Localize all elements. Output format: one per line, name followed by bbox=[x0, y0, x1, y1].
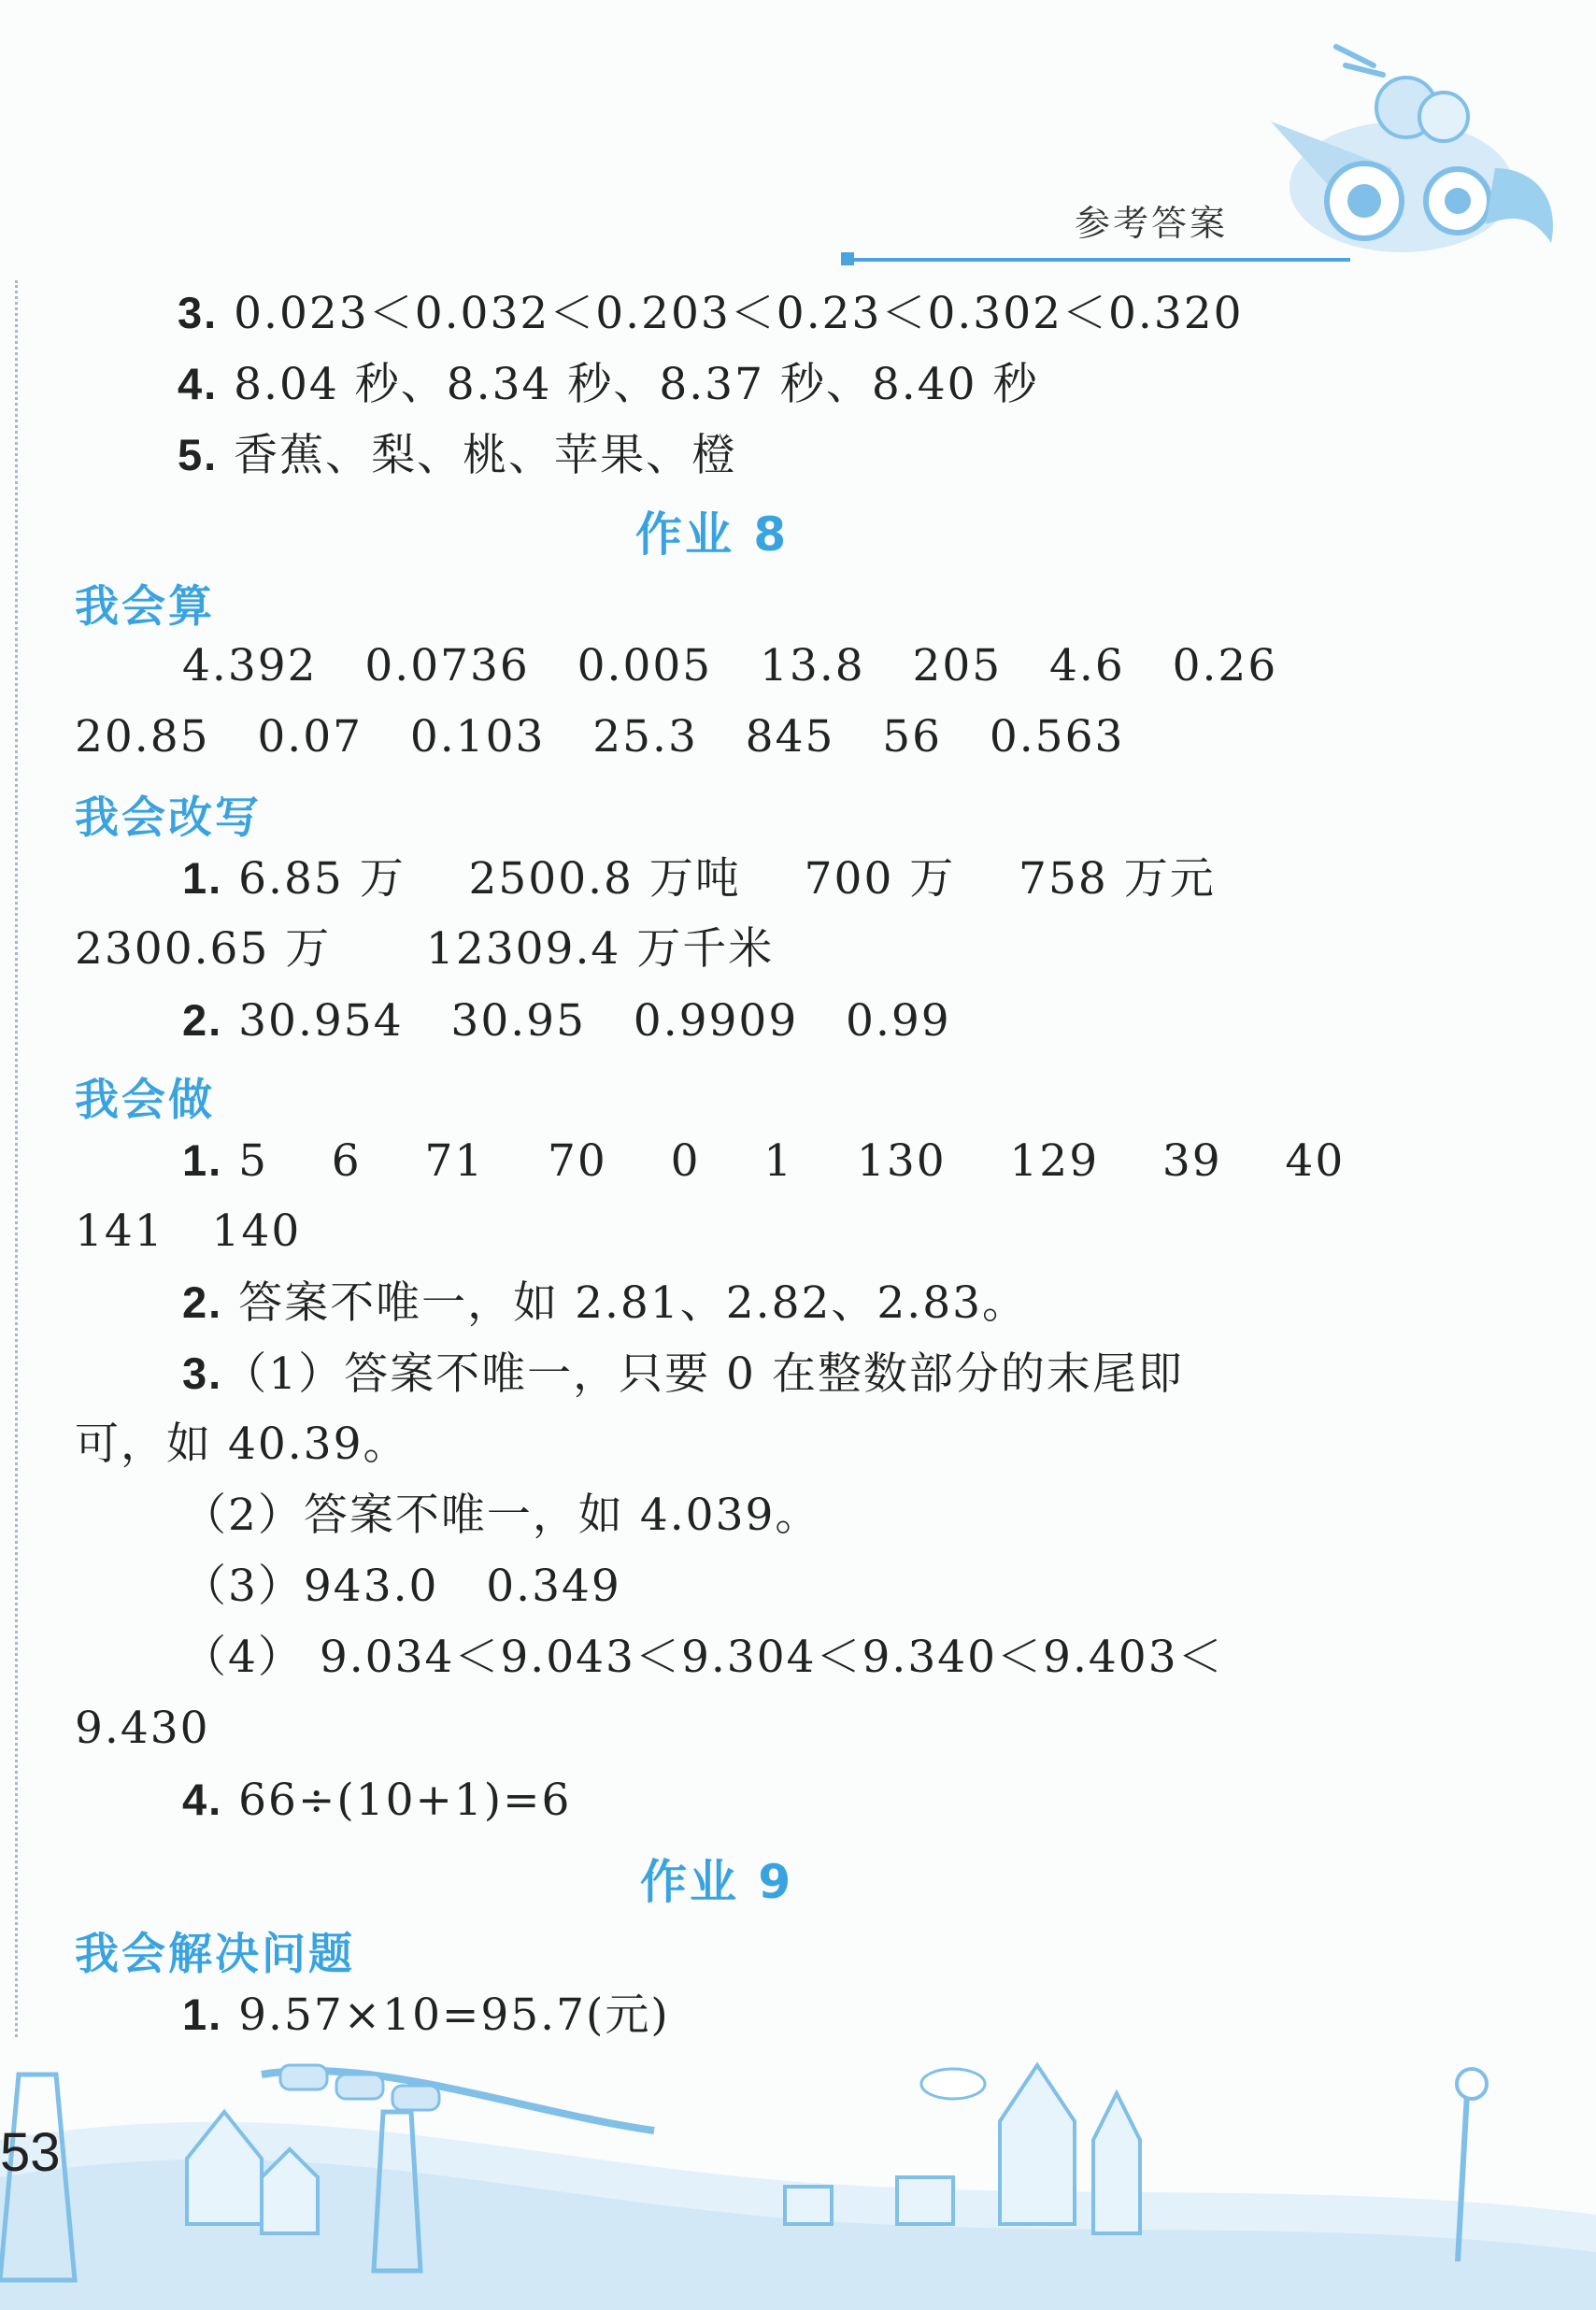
item-number: 4. bbox=[178, 359, 219, 408]
answer-line: 9.430 bbox=[75, 1703, 210, 1754]
section-title: 作业 8 bbox=[635, 507, 790, 562]
answer-line: 4. 8.04 秒、8.34 秒、8.37 秒、8.40 秒 bbox=[178, 359, 1039, 410]
section-title: 作业 9 bbox=[640, 1855, 794, 1909]
subsection-heading: 我会改写 bbox=[75, 792, 262, 844]
answer-line: 141 140 bbox=[75, 1205, 302, 1257]
answer-line: 5. 香蕉、梨、桃、苹果、橙 bbox=[178, 430, 738, 481]
answer-line: 4. 66÷(10+1)=6 bbox=[182, 1775, 572, 1826]
binding-margin-line bbox=[15, 280, 18, 2037]
item-number: 1. bbox=[182, 1989, 223, 2039]
answer-line: 1. 9.57×10=95.7(元) bbox=[182, 1989, 670, 2041]
item-number: 1. bbox=[182, 853, 223, 903]
answer-line: （2）答案不唯一，如 4.039。 bbox=[182, 1490, 821, 1541]
answer-line: 3.（1）答案不唯一，只要 0 在整数部分的末尾即 bbox=[182, 1348, 1184, 1400]
item-number: 4. bbox=[182, 1775, 223, 1824]
item-number: 3. bbox=[178, 288, 219, 337]
answer-line: 1. 5 6 71 70 0 1 130 129 39 40 bbox=[182, 1135, 1346, 1187]
item-number: 1. bbox=[182, 1135, 223, 1185]
answer-line: 2. 30.954 30.95 0.9909 0.99 bbox=[182, 995, 951, 1047]
header-label: 参考答案 bbox=[1075, 203, 1229, 244]
subsection-heading: 我会做 bbox=[75, 1075, 215, 1126]
answer-line: 20.85 0.07 0.103 25.3 845 56 0.563 bbox=[75, 711, 1125, 763]
footer-landscape-illustration bbox=[0, 2037, 1596, 2310]
header-rule bbox=[846, 258, 1350, 262]
answer-line: 可，如 40.39。 bbox=[75, 1419, 409, 1470]
answer-line: 3. 0.023＜0.032＜0.203＜0.23＜0.302＜0.320 bbox=[178, 288, 1244, 339]
subsection-heading: 我会算 bbox=[75, 581, 215, 633]
rocket-kids-illustration bbox=[1252, 28, 1570, 290]
page-number: 53 bbox=[0, 2122, 61, 2183]
subsection-heading: 我会解决问题 bbox=[75, 1929, 355, 1980]
answer-line: 4.392 0.0736 0.005 13.8 205 4.6 0.26 bbox=[182, 640, 1278, 692]
item-number: 2. bbox=[182, 995, 223, 1045]
answer-line: 2300.65 万 12309.4 万千米 bbox=[75, 923, 775, 975]
answer-line: （3）943.0 0.349 bbox=[182, 1561, 621, 1612]
item-number: 2. bbox=[182, 1277, 223, 1327]
item-number: 3. bbox=[182, 1348, 223, 1398]
item-number: 5. bbox=[178, 430, 219, 479]
answer-line: （4） 9.034＜9.043＜9.304＜9.340＜9.403＜ bbox=[182, 1632, 1224, 1683]
answer-line: 2. 答案不唯一，如 2.81、2.82、2.83。 bbox=[182, 1277, 1029, 1329]
answer-line: 1. 6.85 万 2500.8 万吨 700 万 758 万元 bbox=[182, 853, 1216, 905]
